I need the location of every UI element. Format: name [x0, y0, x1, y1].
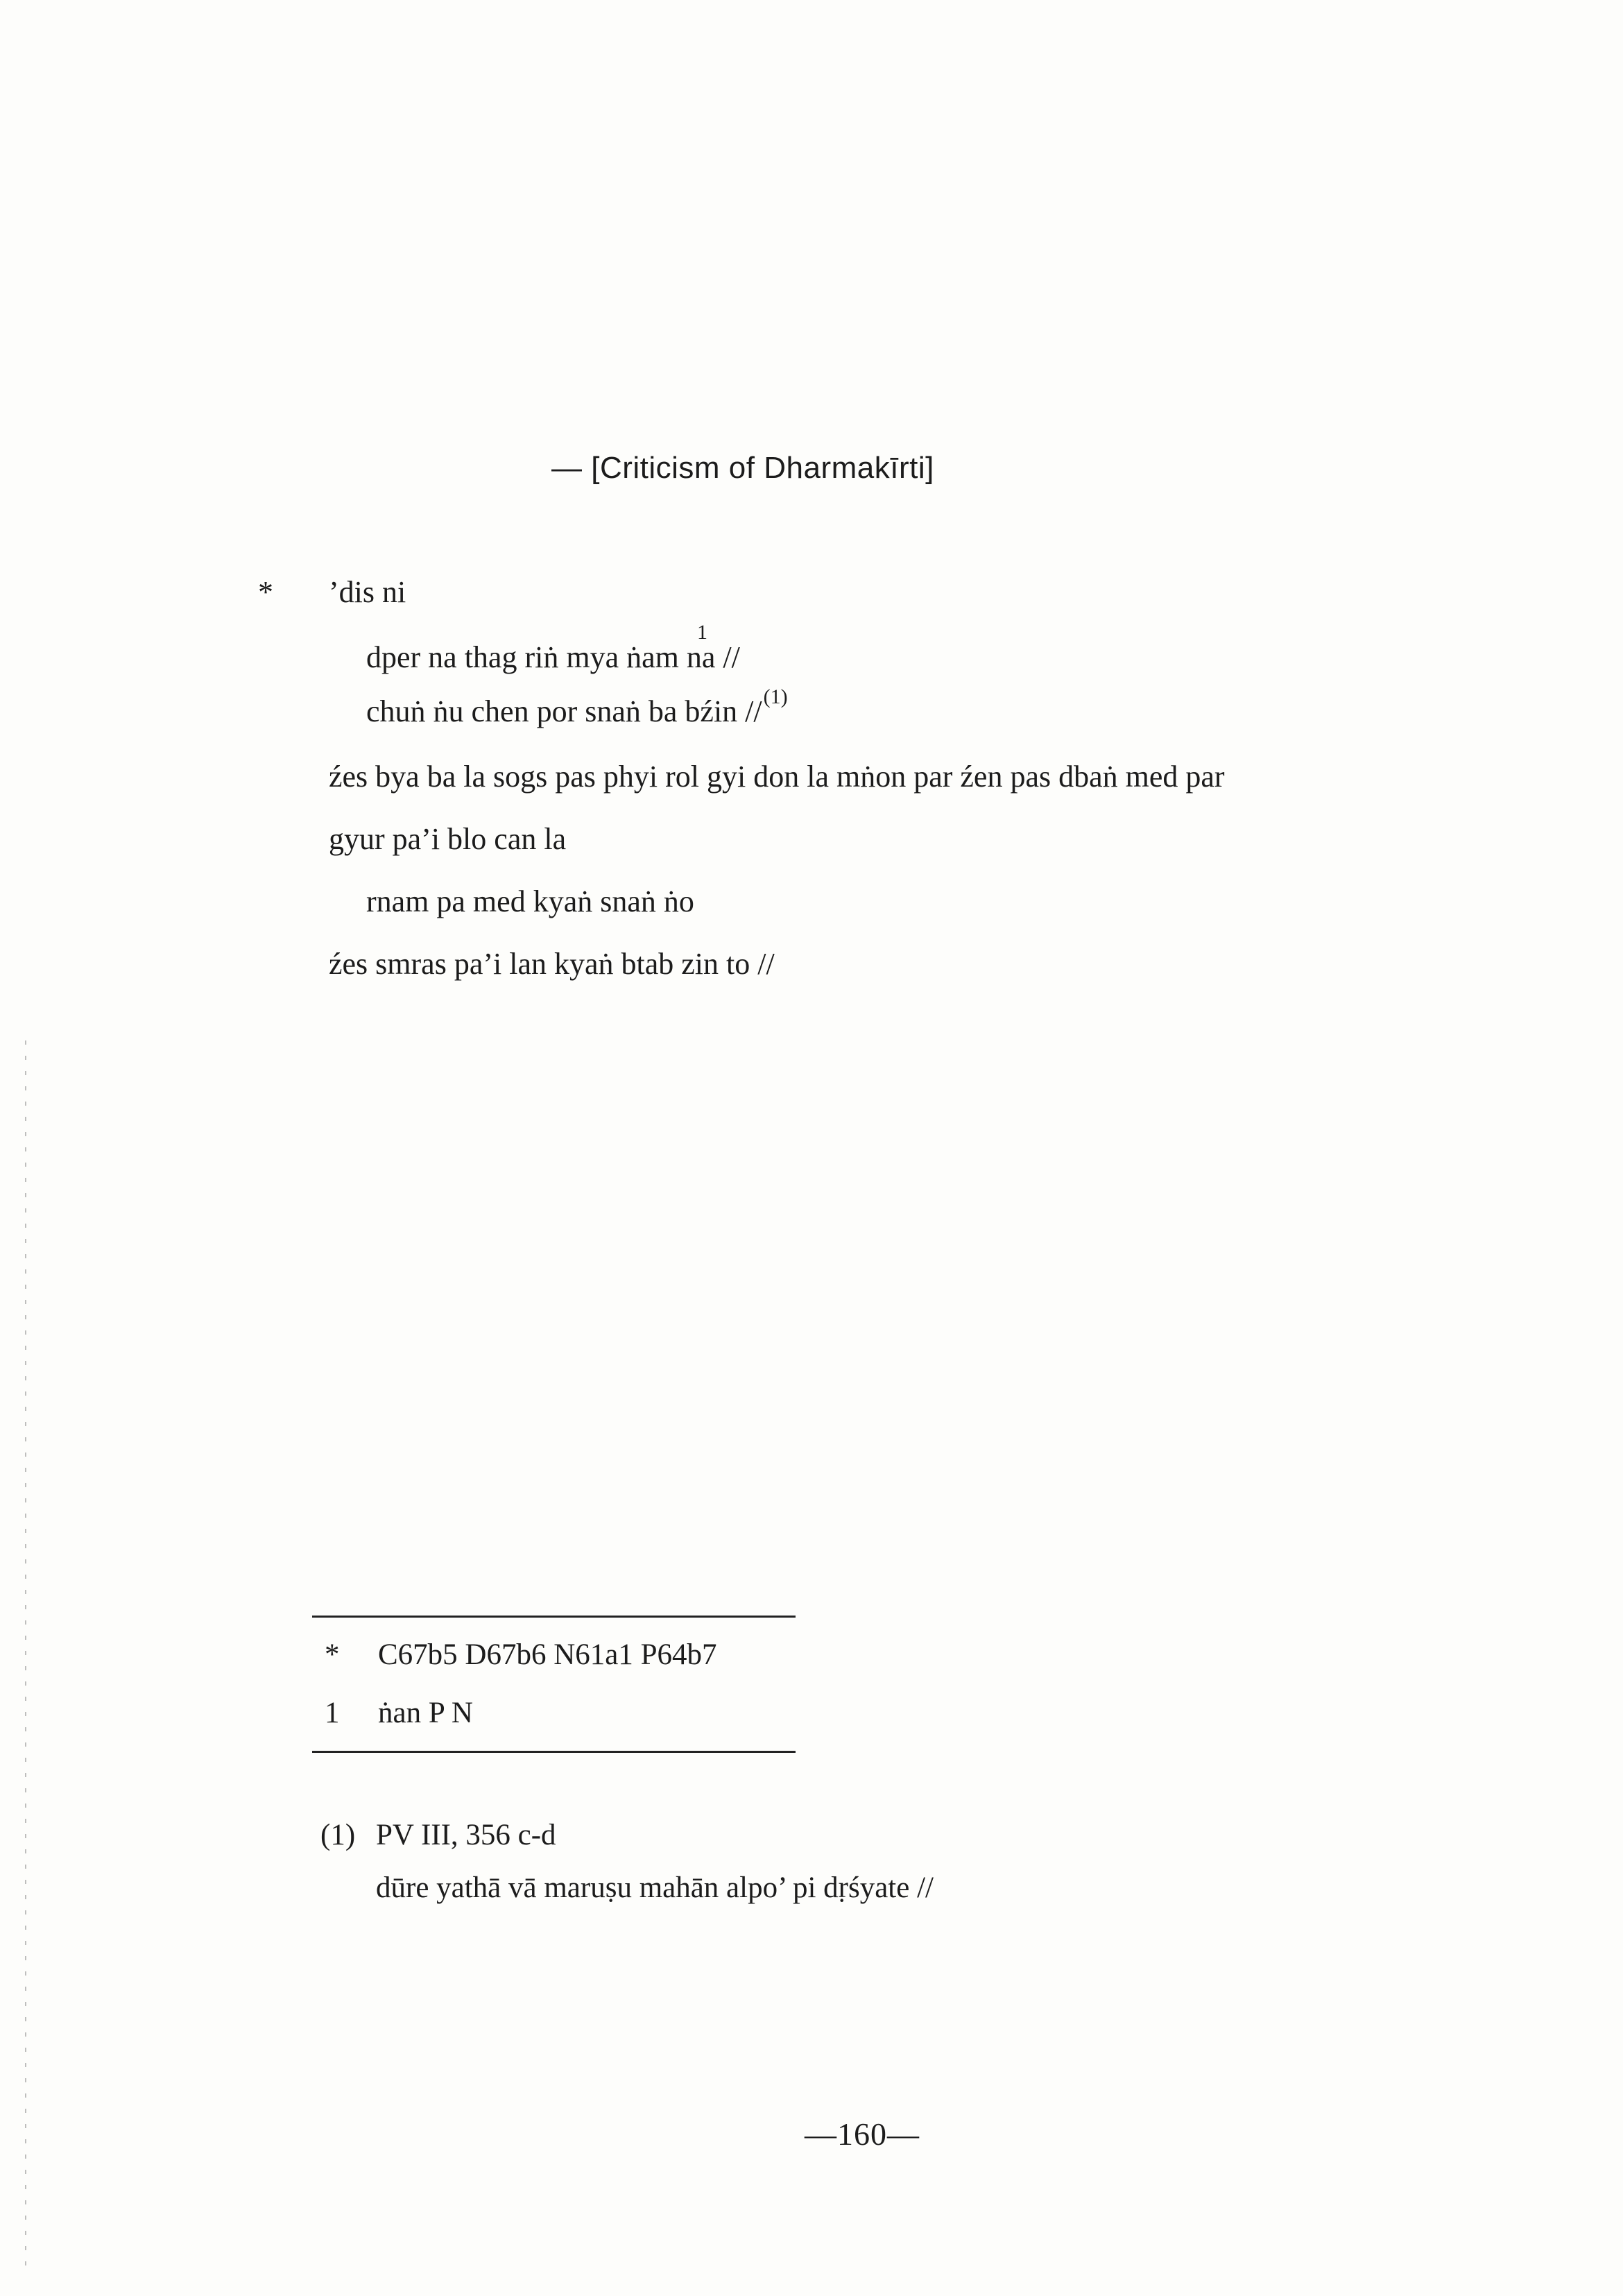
variant-note-text: ṅan P N — [378, 1697, 473, 1729]
page-number: —160— — [805, 2116, 920, 2152]
footnote-line-1: PV III, 356 c-d — [376, 1819, 556, 1851]
variant-marker-1: 1 — [697, 621, 707, 644]
verse-line-3: rnam pa med kyaṅ snaṅ ṅo — [366, 884, 694, 918]
variant-note-marker: 1 — [325, 1697, 340, 1729]
apparatus-top-rule — [312, 1616, 796, 1618]
footnote-marker: (1) — [320, 1819, 356, 1851]
variant-note-text: C67b5 D67b6 N61a1 P64b7 — [378, 1638, 717, 1671]
section-title: — [Criticism of Dharmakīrti] — [551, 451, 934, 485]
citation-asterisk: * — [258, 575, 273, 609]
verse-line-2-text: chuṅ ṅu chen por snaṅ ba bźin // — [366, 694, 762, 728]
text-line-1: ’dis ni — [329, 575, 406, 609]
verse-line-2 — [366, 685, 788, 736]
verse-line-1: dper na thag riṅ mya ṅam na // — [366, 640, 740, 674]
text-line-7: źes smras pa’i lan kyaṅ btab zin to // — [329, 947, 775, 981]
text-line-4: źes bya ba la sogs pas phyi rol gyi don la mṅon par źen pas dbaṅ med par — [329, 760, 1225, 794]
apparatus-bottom-rule — [312, 1751, 796, 1753]
text-line-5: gyur pa’i blo can la — [329, 822, 567, 856]
variant-note-marker: * — [325, 1638, 340, 1671]
footnote-ref-1: (1) — [763, 685, 788, 708]
footnote-line-2: dūre yathā vā maruṣu mahān alpo’ pi dṛśyate // — [376, 1871, 934, 1904]
scan-edge-artifact — [25, 1040, 26, 2268]
